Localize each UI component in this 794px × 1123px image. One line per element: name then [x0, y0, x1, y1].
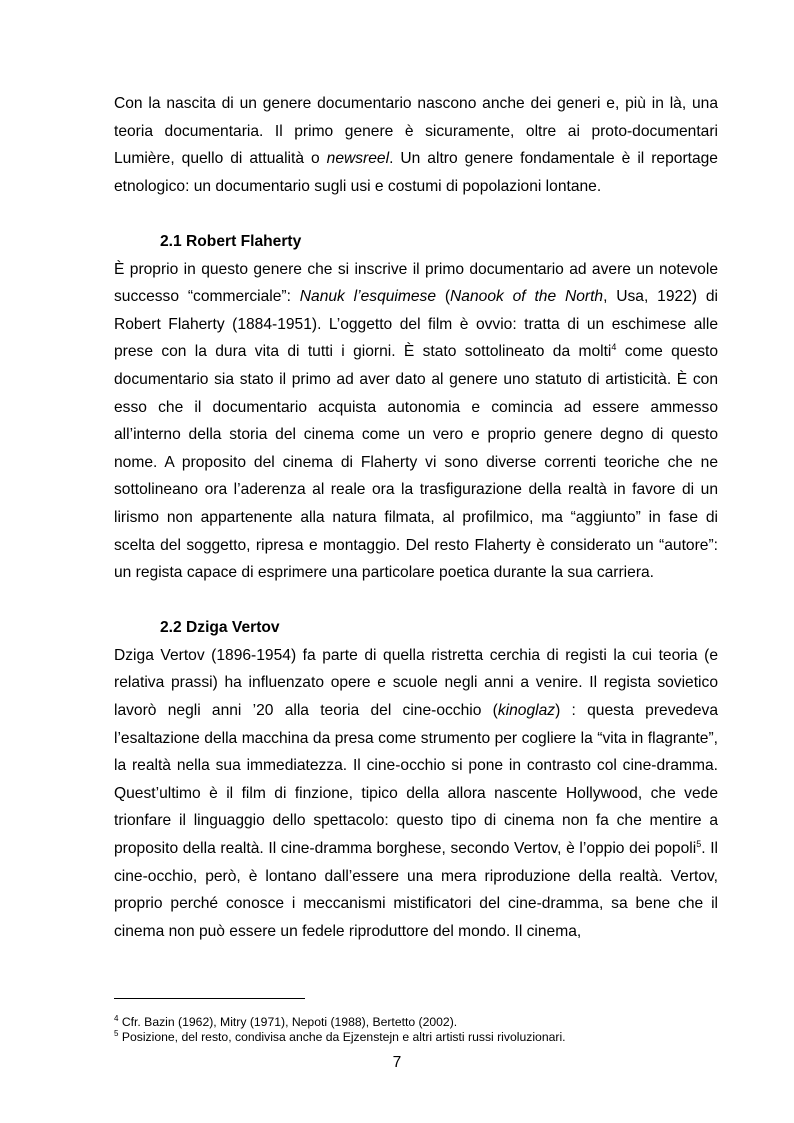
- vertov-text-1: Dziga Vertov (1896-1954) fa parte di quella ristretta cerchia di registi la cui teoria (e relativa prassi) ha influenzato opere e scuole negli anni a venire. Il regista sovietico lavorò negli anni ’20 alla teoria del cine-occhio (: [114, 646, 718, 720]
- flaherty-text-1: È proprio in questo genere che si inscrive il primo documentario ad avere un notevole successo “commerciale”:: [114, 260, 718, 306]
- page-number: 7: [392, 1054, 402, 1071]
- footnote-ref-4[interactable]: 4: [611, 342, 617, 353]
- term-kinoglaz: kinoglaz: [497, 702, 556, 720]
- vertov-paragraph: [114, 642, 718, 946]
- flaherty-text-4: come questo documentario sia stato il primo ad aver dato al genere uno statuto di artisticità. È con esso che il documentario acquista autonomia e comincia ad essere ammesso all’interno della storia del cinema come un vero e proprio genere degno di questo nome. A proposito del cinema di Flaherty vi sono diverse correnti teoriche che ne sottolineano ora l’aderenza al reale ora la trasfigurazione della realtà in favore di un lirismo non appartenente alla natura filmata, al profilmico, ma “aggiunto” in fase di scelta del soggetto, ripresa e montaggio. Del resto Flaherty è considerato un “autore”: un regista capace di esprimere una particolare poetica durante la sua carriera.: [114, 343, 718, 582]
- intro-text-2: . Un altro genere fondamentale è il reportage etnologico: un documentario sugli usi e costumi di popolazioni lontane.: [114, 150, 718, 195]
- flaherty-paragraph: [114, 256, 718, 587]
- intro-paragraph: [114, 90, 718, 200]
- footnote-separator: [114, 998, 305, 999]
- footnote-4: [114, 1015, 734, 1030]
- film-title-italian: Nanuk l’esquimese: [299, 288, 437, 306]
- vertov-text-3: . Il cine-occhio, però, è lontano dall’essere una mera riproduzione della realtà. Vertov, proprio perché conosce i meccanismi mistificatori del cine-dramma, sa bene che il cinema non può essere un fedele riproduttore del mondo. Il cinema,: [114, 840, 718, 940]
- term-newsreel: newsreel: [326, 150, 390, 168]
- footnote-number: 5: [114, 1028, 119, 1038]
- footnotes: [114, 1015, 734, 1045]
- footnote-text: Cfr. Bazin (1962), Mitry (1971), Nepoti (1988), Bertetto (2002).: [118, 1015, 458, 1029]
- heading-robert-flaherty: 2.1 Robert Flaherty: [160, 232, 302, 250]
- footnote-ref-5[interactable]: 5: [696, 838, 702, 849]
- page-body: [114, 90, 718, 945]
- footnote-number: 4: [114, 1013, 119, 1023]
- film-title-english: Nanook of the North: [450, 288, 604, 306]
- footnote-text: Posizione, del resto, condivisa anche da Ejzenstejn e altri artisti russi rivoluzionari.: [118, 1030, 566, 1044]
- footnote-5: [114, 1030, 734, 1045]
- flaherty-text-2: (: [436, 288, 451, 306]
- flaherty-text-3: , Usa, 1922) di Robert Flaherty (1884-1951). L’oggetto del film è ovvio: tratta di un eschimese alle prese con la dura vita di tutti i giorni. È stato sottolineato da molti: [114, 288, 718, 361]
- intro-text-1: Con la nascita di un genere documentario nascono anche dei generi e, più in là, una teoria documentaria. Il primo genere è sicuramente, oltre ai proto-documentari Lumière, quello di attualità o: [114, 95, 718, 168]
- heading-dziga-vertov: 2.2 Dziga Vertov: [160, 619, 280, 637]
- vertov-text-2: ) : questa prevedeva l’esaltazione della macchina da presa come strumento per cogliere la “vita in flagrante”, la realtà nella sua immediatezza. Il cine-occhio si pone in contrasto col cine-dramma. Quest’ultimo è il film di finzione, tipico della allora nascente Hollywood, che vede trionfare il linguaggio dello spettacolo: questo tipo di cinema non fa che mentire a proposito della realtà. Il cine-dramma borghese, secondo Vertov, è l’oppio dei popoli: [114, 702, 718, 858]
